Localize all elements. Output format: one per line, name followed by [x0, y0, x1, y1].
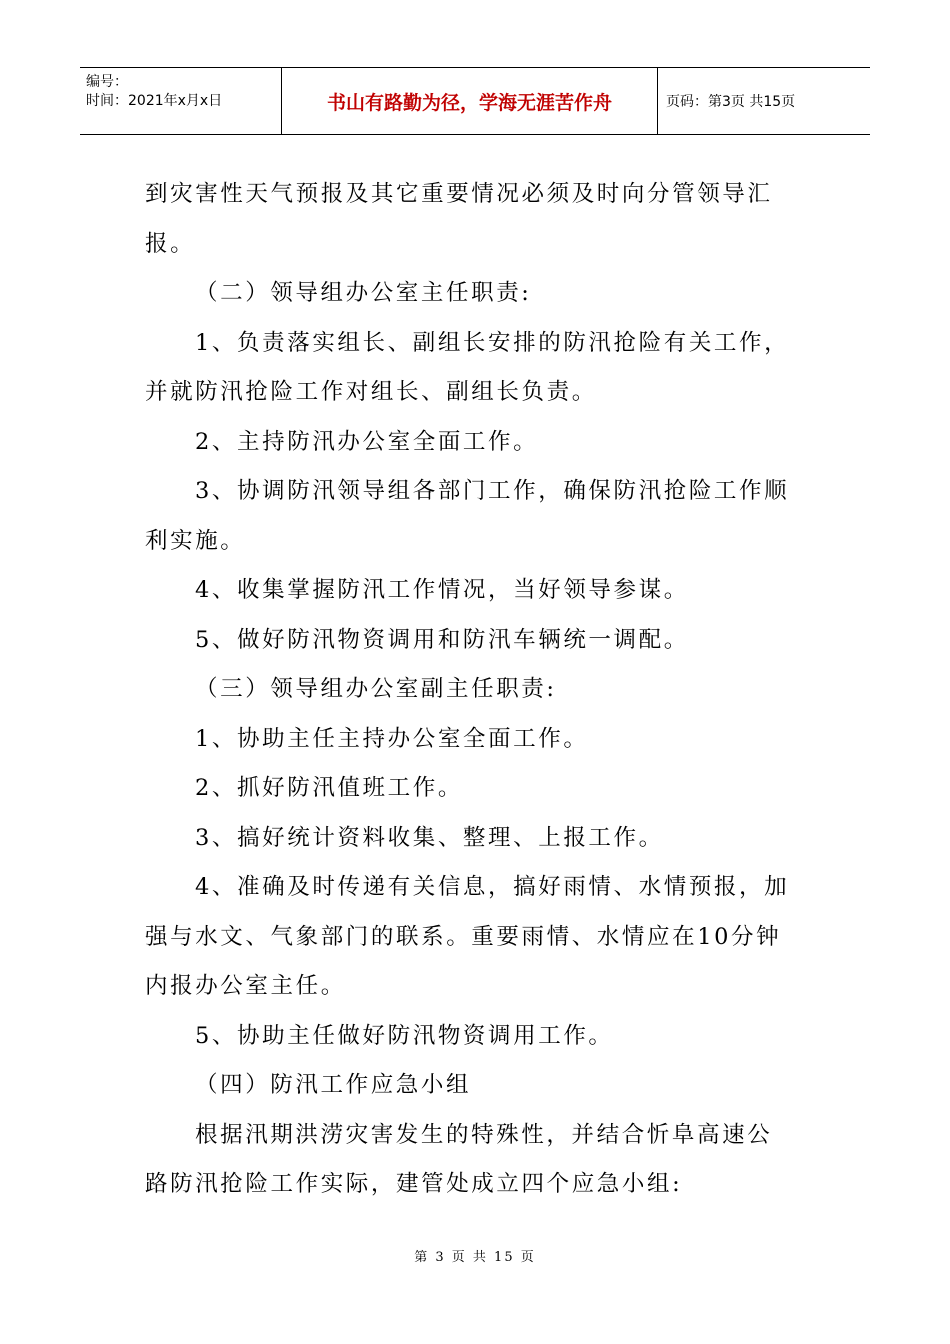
- header-meta: [80, 68, 282, 134]
- page-footer: 第 3 页 共 15 页: [414, 1250, 536, 1265]
- body-line: 3、协调防汛领导组各部门工作，确保防汛抢险工作顺: [195, 478, 790, 504]
- body-line: 3、搞好统计资料收集、整理、上报工作。: [195, 824, 664, 851]
- section-heading: （三）领导组办公室副主任职责:: [195, 676, 557, 702]
- section-heading: （二）领导组办公室主任职责:: [195, 280, 532, 306]
- document-body: [145, 170, 805, 1210]
- body-line: 并就防汛抢险工作对组长、副组长负责。: [145, 379, 597, 405]
- page-header: [80, 67, 870, 135]
- body-line: 4、准确及时传递有关信息，搞好雨情、水情预报，加: [195, 874, 790, 900]
- body-line: 路防汛抢险工作实际，建管处成立四个应急小组:: [145, 1171, 683, 1197]
- body-line: 2、抓好防汛值班工作。: [195, 775, 463, 801]
- section-heading: （四）防汛工作应急小组: [195, 1072, 472, 1098]
- body-line: 利实施。: [145, 527, 246, 554]
- body-line: 2、主持防汛办公室全面工作。: [195, 428, 539, 455]
- time-label: 时间：2021年x月x日: [86, 93, 223, 109]
- body-line: 报。: [145, 230, 196, 257]
- body-line: 到灾害性天气预报及其它重要情况必须及时向分管领导汇: [145, 181, 773, 207]
- header-motto: 书山有路勤为径，学海无涯苦作舟: [282, 68, 658, 134]
- body-line: 1、负责落实组长、副组长安排的防汛抢险有关工作，: [195, 329, 790, 356]
- body-line: 5、做好防汛物资调用和防汛车辆统一调配。: [195, 626, 689, 653]
- body-line: 强与水文、气象部门的联系。重要雨情、水情应在10分钟: [145, 923, 782, 950]
- body-line: 内报办公室主任。: [145, 973, 346, 999]
- header-page-info: 页码：第3页 共15页: [666, 94, 796, 110]
- body-line: 根据汛期洪涝灾害发生的特殊性，并结合忻阜高速公: [195, 1121, 773, 1148]
- body-line: 4、收集掌握防汛工作情况，当好领导参谋。: [195, 577, 689, 603]
- body-line: 1、协助主任主持办公室全面工作。: [195, 725, 589, 752]
- body-line: 5、协助主任做好防汛物资调用工作。: [195, 1022, 614, 1049]
- number-label: 编号：: [86, 74, 128, 90]
